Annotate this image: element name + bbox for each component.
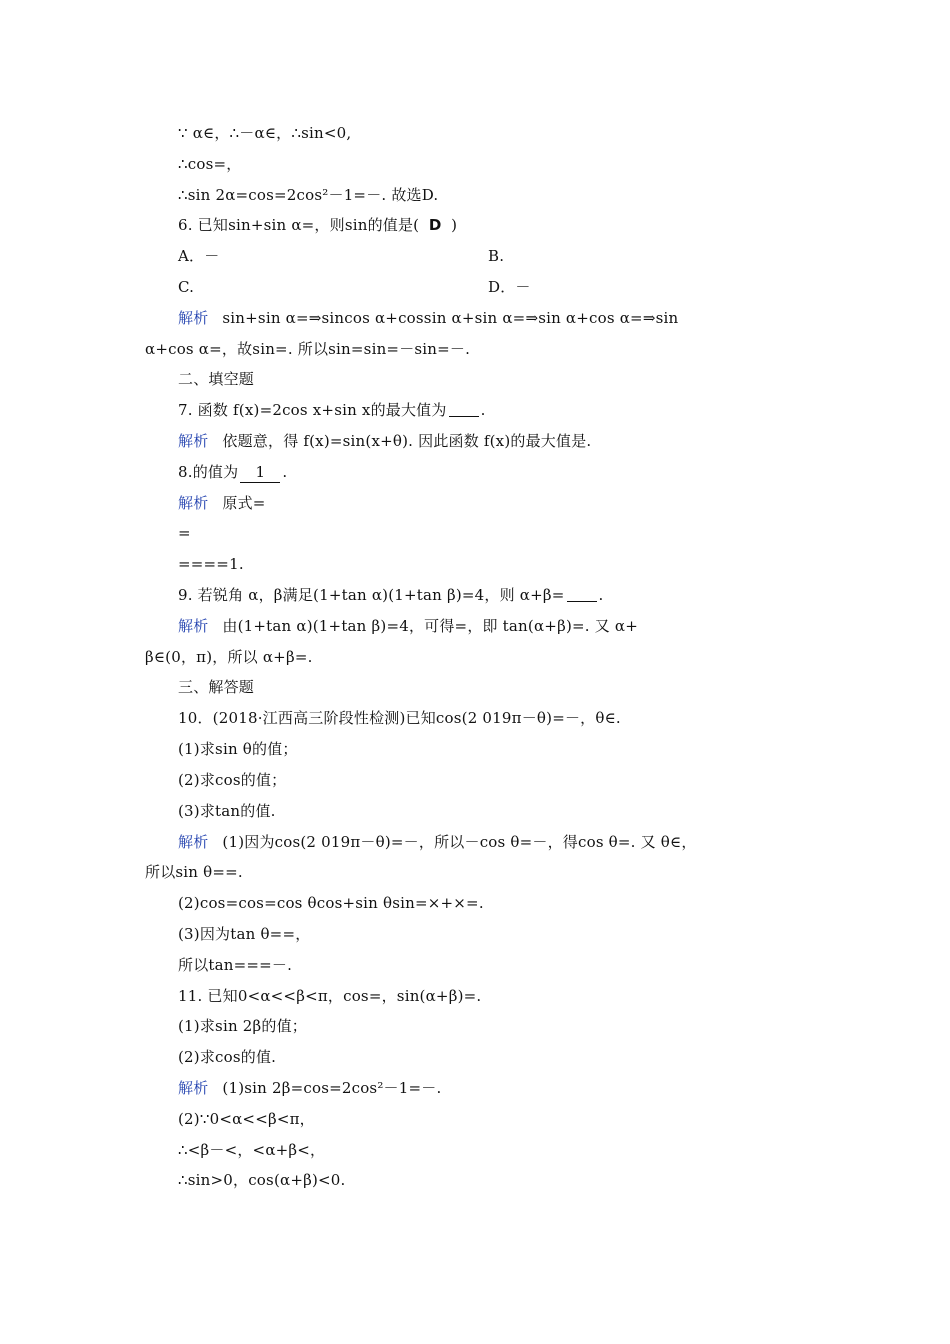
- answer-label: 解析: [178, 309, 209, 327]
- text-line: 所以tan===－.: [178, 956, 293, 974]
- choice-c: C.: [178, 278, 195, 296]
- answer-label: 解析: [178, 833, 209, 851]
- text-line: (2)求cos的值.: [178, 1048, 277, 1066]
- text-line: ∴<β－<，<α+β<，: [178, 1141, 326, 1159]
- solution-11: 解析 (1)sin 2β=cos=2cos²－1=－.: [178, 1079, 442, 1097]
- question-8: 8.的值为 1 .: [178, 463, 288, 481]
- question-10: 10．(2018·江西高三阶段性检测)已知cos(2 019π－θ)=－，θ∈.: [178, 709, 621, 727]
- answer-label: 解析: [178, 617, 209, 635]
- choice-b: B.: [488, 247, 505, 265]
- solution-7: 解析 依题意，得 f(x)=sin(x+θ). 因此函数 f(x)的最大值是.: [178, 432, 592, 450]
- question-11: 11. 已知0<α<<β<π，cos=，sin(α+β)=.: [178, 987, 482, 1005]
- solution-6: 解析 sin+sin α=⇒sincos α+cossin α+sin α=⇒sin α+cos α=⇒sin: [178, 309, 679, 327]
- question-6-answer: D: [428, 216, 442, 234]
- question-6: [178, 215, 457, 235]
- answer-blank: [449, 402, 479, 417]
- text-line: (2)cos=cos=cos θcos+sin θsin=×+×=.: [178, 894, 484, 912]
- answer-label: 解析: [178, 494, 209, 512]
- text-line: (3)求tan的值.: [178, 802, 276, 820]
- text-line: ∵ α∈，∴－α∈，∴sin<0,: [178, 124, 352, 142]
- answer-blank: [567, 587, 597, 602]
- answer-blank-filled: 1: [240, 462, 280, 483]
- choice-a: A．－: [178, 247, 220, 265]
- question-9: 9. 若锐角 α，β满足(1+tan α)(1+tan β)=4，则 α+β= .: [178, 586, 604, 604]
- text-line: (2)求cos的值；: [178, 771, 287, 789]
- choice-row-ab: [178, 246, 828, 266]
- choice-d: D．－: [488, 278, 531, 296]
- answer-label: 解析: [178, 1079, 209, 1097]
- solution-9: 解析 由(1+tan α)(1+tan β)=4，可得=，即 tan(α+β)=. 又 α+: [178, 617, 638, 635]
- question-6-close: ): [451, 216, 458, 234]
- answer-label: 解析: [178, 432, 209, 450]
- question-6-stem: 6. 已知sin+sin α=，则sin的值是(: [178, 216, 420, 234]
- text-line: ∴cos=，: [178, 155, 242, 173]
- text-line: ====1.: [178, 555, 244, 573]
- section-heading: 三、解答题: [178, 678, 255, 696]
- text-line: (1)求sin θ的值；: [178, 740, 298, 758]
- solution-10: 解析 (1)因为cos(2 019π－θ)=－，所以－cos θ=－，得cos θ=. 又 θ∈，: [178, 833, 697, 851]
- text-line: 所以sin θ==.: [145, 863, 243, 881]
- text-line: (1)求sin 2β的值；: [178, 1017, 307, 1035]
- solution-8: 解析 原式=: [178, 494, 266, 512]
- text-line: ∴sin>0，cos(α+β)<0.: [178, 1171, 346, 1189]
- text-line: =: [178, 524, 191, 542]
- text-line: (2)∵0<α<<β<π，: [178, 1110, 315, 1128]
- text-line: β∈(0，π)，所以 α+β=.: [145, 648, 313, 666]
- choice-row-cd: [178, 277, 828, 297]
- question-7: 7. 函数 f(x)=2cos x+sin x的最大值为 .: [178, 401, 486, 419]
- text-line: ∴sin 2α=cos=2cos²－1=－. 故选D.: [178, 186, 439, 204]
- section-heading: 二、填空题: [178, 370, 255, 388]
- text-line: α+cos α=，故sin=. 所以sin=sin=－sin=－.: [145, 340, 471, 358]
- text-line: (3)因为tan θ==，: [178, 925, 311, 943]
